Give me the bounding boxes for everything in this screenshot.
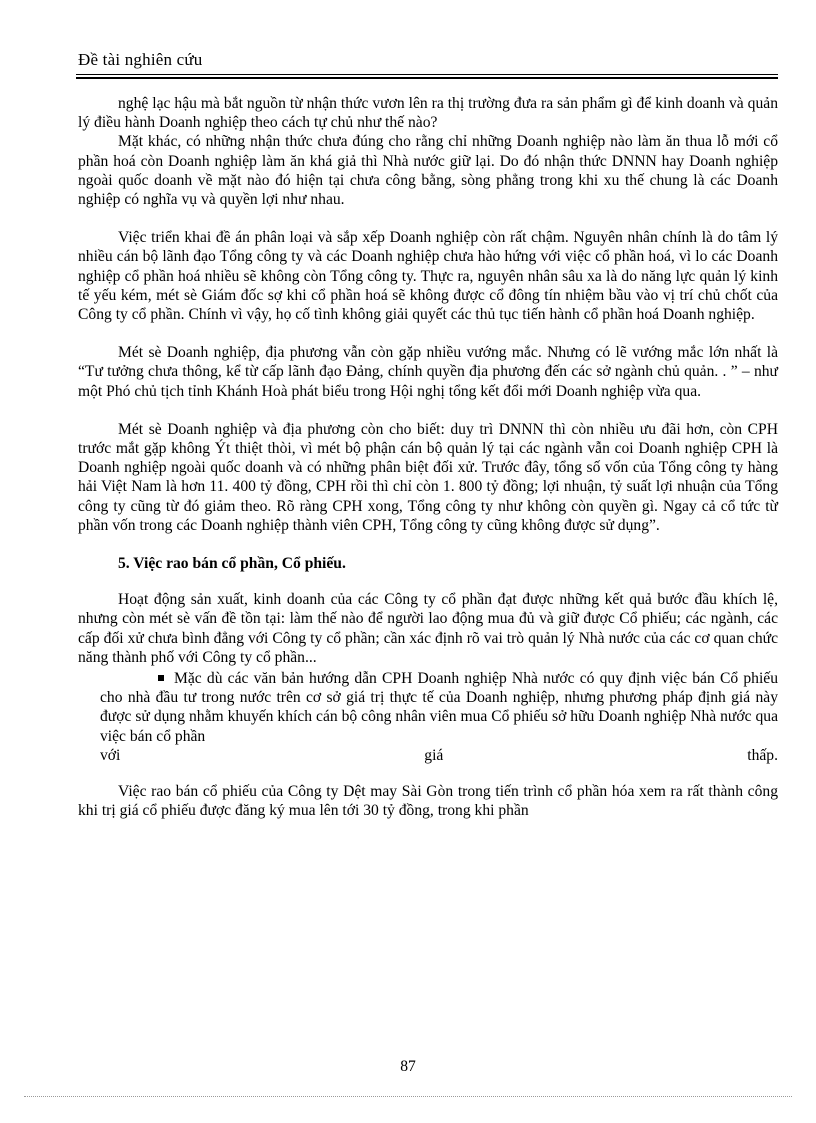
- bullet-tail-word: giá: [424, 746, 444, 764]
- paragraph-4: Mét sè Doanh nghiệp, địa phương vẫn còn gặp nhiều vướng mắc. Nhưng có lẽ vướng mắc lớn nhất là “Tư tưởng chưa thông, kể từ cấp lãnh đạo Đảng, chính quyền địa phương đến các sở ngành chủ quản. . ” – như một Phó chủ tịch tỉnh Khánh Hoà phát biểu trong Hội nghị tổng kết đổi mới Doanh nghiệp vừa qua.: [78, 344, 778, 400]
- bullet-square-icon: [158, 675, 164, 681]
- paragraph-3: Việc triển khai đề án phân loại và sắp xếp Doanh nghiệp còn rất chậm. Nguyên nhân chính là do tâm lý nhiều cán bộ lãnh đạo Tổng công ty và các Doanh nghiệp chưa hào hứng với việc cổ phần hoá, vì lo các Doanh nghiệp cổ phần hoá nhiều sẽ không còn Tổng công ty. Thực ra, nguyên nhân sâu xa là do năng lực quản lý kinh tế yếu kém, mét sè Giám đốc sợ khi cổ phần hoá sẽ không được cổ đông tín nhiệm bầu vào vị trí chủ chốt của Công ty cổ phần. Chính vì vậy, họ cố tình không giải quyết các thủ tục tiến hành cổ phần hoá Doanh nghiệp.: [78, 229, 778, 324]
- paragraph-5: Mét sè Doanh nghiệp và địa phương còn cho biết: duy trì DNNN thì còn nhiều ưu đãi hơn, còn CPH trước mắt gặp không Ýt thiệt thòi, vì mét bộ phận cán bộ quản lý tại các ngành vẫn coi Doanh nghiệp CPH là Doanh nghiệp ngoài quốc doanh và có những phân biệt đối xử. Trước đây, tổng số vốn của Tổng công ty hàng hải Việt Nam là hơn 11. 400 tỷ đồng, CPH rồi thì chỉ còn 1. 800 tỷ đồng; lợi nhuận, tỷ suất lợi nhuận của Tổng công ty cũng từ đó giảm theo. Rõ ràng CPH xong, Tổng công ty như không còn quyền gì. Ngay cả cổ tức từ phần vốn trong các Doanh nghiệp thành viên CPH, Tổng công ty cũng không được sử dụng”.: [78, 420, 778, 534]
- bullet-tail-word: với: [100, 746, 121, 764]
- paragraph-1: nghệ lạc hậu mà bắt nguồn từ nhận thức vươn lên ra thị trường đưa ra sản phẩm gì để kinh doanh và quản lý điều hành Doanh nghiệp theo cách tự chủ như thế nào?: [78, 95, 778, 132]
- bullet-item: [100, 669, 778, 746]
- header-rule-thick: [76, 77, 778, 79]
- heading-spacer: [78, 573, 778, 590]
- header-rule: [76, 74, 778, 75]
- document-body: [78, 94, 778, 821]
- page-header: Đề tài nghiên cứu: [78, 50, 203, 69]
- paragraph-6: Hoạt động sản xuất, kinh doanh của các Công ty cổ phần đạt được những kết quả bước đầu khích lệ, nhưng còn mét sè vấn đề tồn tại: làm thế nào để người lao động mua đủ và giữ được Cổ phiếu; các ngành, các cấp đối xử chưa bình đẳng với Công ty cổ phần; cần xác định rõ vai trò quản lý Nhà nước của các cơ quan chức năng thành phố với Công ty cổ phần...: [78, 591, 778, 666]
- bullet-tail-word: thấp.: [747, 746, 778, 764]
- page-number: 87: [400, 1058, 416, 1075]
- paragraph-7: Việc rao bán cổ phiếu của Công ty Dệt may Sài Gòn trong tiến trình cổ phần hóa xem ra rất thành công khi trị giá cổ phiếu được đăng ký mua lên tới 30 tỷ đồng, trong khi phần: [78, 783, 778, 820]
- paragraph-2: Mặt khác, có những nhận thức chưa đúng cho rằng chỉ những Doanh nghiệp nào làm ăn thua lỗ mới cổ phần hoá còn Doanh nghiệp làm ăn khá giả thì Nhà nước giữ lại. Do đó nhận thức DNNN hay Doanh nghiệp ngoài quốc doanh về mặt nào đó hiện tại chưa công bằng, sòng phẳng trong khi xu thế chung là các Doanh nghiệp có nghĩa vụ và quyền lợi như nhau.: [78, 133, 778, 209]
- bullet-text: Mặc dù các văn bản hướng dẫn CPH Doanh nghiệp Nhà nước có quy định việc bán Cổ phiếu cho nhà đầu tư trong nước trên cơ sở giá trị thực tế của Doanh nghiệp, nhưng phương pháp định giá này được sử dụng nhằm khuyến khích cán bộ công nhân viên mua Cổ phiếu sở hữu Doanh nghiệp Nhà nước qua việc bán cổ phần: [100, 670, 778, 745]
- section-heading: 5. Việc rao bán cổ phần, Cổ phiếu.: [118, 555, 346, 573]
- bullet-last-line: [100, 746, 778, 765]
- footer-rule: [24, 1096, 792, 1097]
